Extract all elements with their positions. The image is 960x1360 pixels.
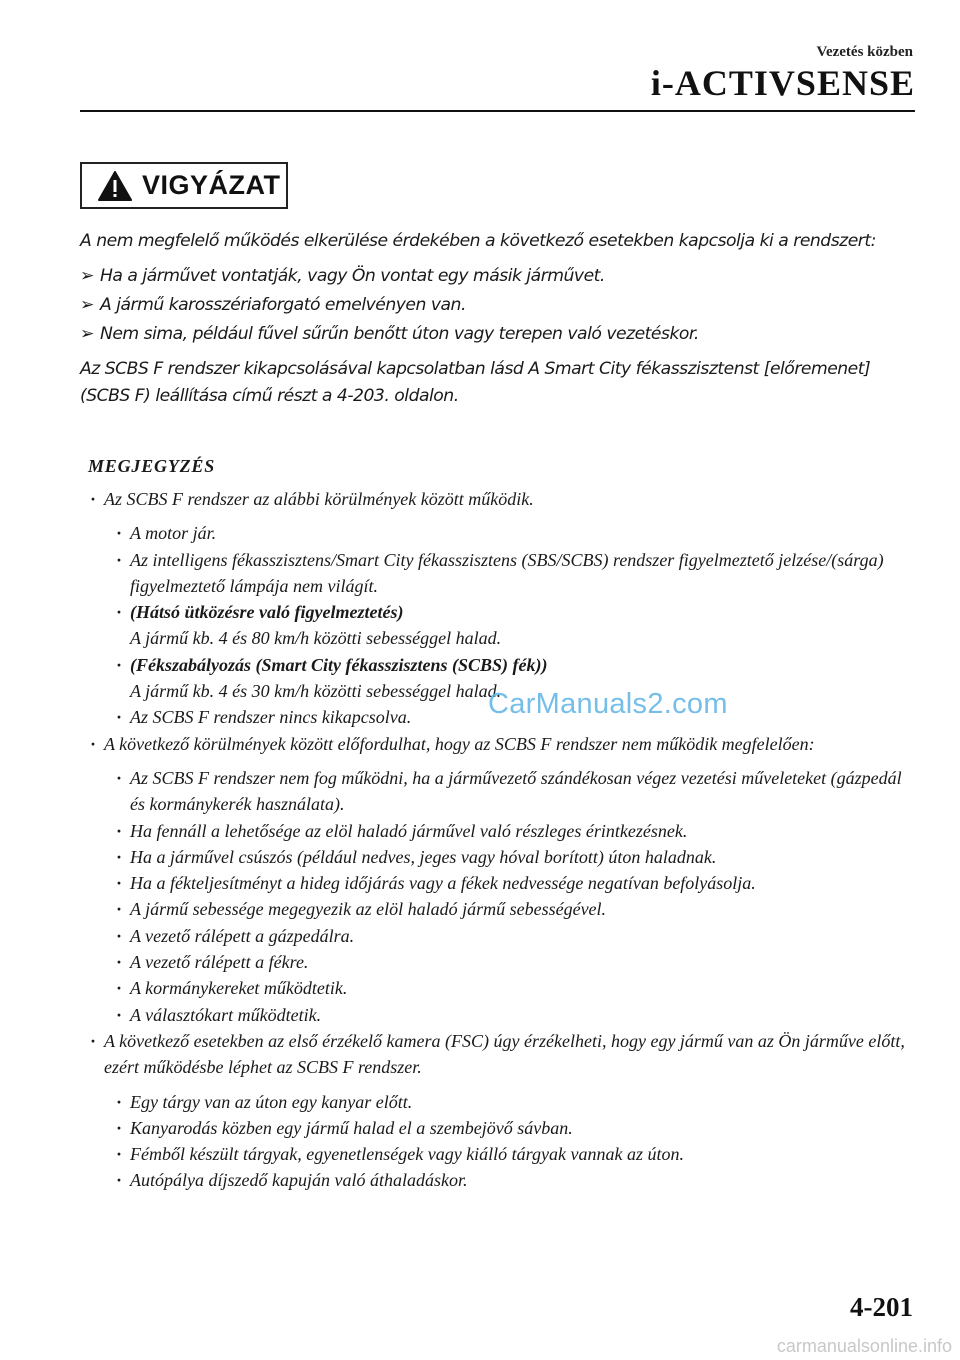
- note-subitem: · A vezető rálépett a gázpedálra.: [114, 923, 908, 949]
- note-subitem: · Autópálya díjszedő kapuján való áthaladáskor.: [114, 1167, 908, 1193]
- rear-collision-heading: · (Hátsó ütközésre való figyelmeztetés): [130, 602, 404, 623]
- note-subitem: · A kormánykereket működtetik.: [114, 975, 908, 1001]
- footer-watermark[interactable]: carmanualsonline.info: [776, 1336, 952, 1356]
- arrow-bullet-icon: ➢: [80, 324, 94, 344]
- note-subitem: · Az intelligens fékasszisztens/Smart City fékasszisztens (SBS/SCBS) rendszer figyelmeztető jelzése/(sárga) figyelmeztető lámpája nem világít.: [114, 547, 908, 600]
- warning-title: VIGYÁZAT: [142, 170, 281, 200]
- watermark-link[interactable]: CarManuals2.com: [488, 688, 728, 720]
- note-subitem: · A motor jár.: [114, 520, 908, 546]
- rear-collision-text: A jármű kb. 4 és 80 km/h közötti sebességgel halad.: [130, 628, 502, 649]
- warning-bullet: ➢ Ha a járművet vontatják, vagy Ön vontat egy másik járművet.: [80, 262, 900, 291]
- note-subitem: · Kanyarodás közben egy jármű halad el a szembejövő sávban.: [114, 1115, 908, 1141]
- header-divider: [80, 110, 915, 112]
- arrow-bullet-icon: ➢: [80, 295, 94, 315]
- warning-bullet-list: [80, 262, 900, 349]
- note-item: · Az SCBS F rendszer az alábbi körülmények között működik. · A motor jár. · Az intelligens fékasszisztens/Smart City fékasszisztens (SBS/SCBS) rendszer figyelmeztető jelzése/(sárga) figyelmeztető lámpája nem világít. · (Hátsó ütközésre való figyelmeztetés) A jármű kb. 4 és 80 km/h közötti sebességgel halad. · (Fékszabályozás (Smart City fékasszisztens (SCBS) fék)) A jármű kb. 4 és 30 km/h közötti sebességgel halad. · Az SCBS F rendszer nincs kikapcsolva.: [88, 486, 908, 731]
- warning-reference: Az SCBS F rendszer kikapcsolásával kapcsolatban lásd A Smart City fékasszisztenst [előremenet] (SCBS F) leállítása című részt a 4-203. oldalon.: [80, 359, 871, 406]
- warning-triangle-icon: [98, 171, 132, 201]
- warning-bullet: ➢ A jármű karosszériaforgató emelvényen van.: [80, 291, 900, 320]
- note-subitem: · Egy tárgy van az úton egy kanyar előtt.: [114, 1089, 908, 1115]
- warning-intro: A nem megfelelő működés elkerülése érdekében a következő esetekben kapcsolja ki a rendszert:: [80, 231, 876, 251]
- brake-control-text: A jármű kb. 4 és 30 km/h közötti sebességgel halad.: [130, 681, 502, 702]
- warning-body: [80, 228, 900, 410]
- note-subitem: · Az SCBS F rendszer nincs kikapcsolva.: [114, 704, 908, 730]
- note-subitem: [114, 599, 908, 652]
- warning-bullet: ➢ Nem sima, például fűvel sűrűn benőtt úton vagy terepen való vezetéskor.: [80, 320, 900, 349]
- page-number: 4-201: [850, 1292, 913, 1322]
- warning-box: [80, 162, 288, 209]
- brake-control-heading: · (Fékszabályozás (Smart City fékasszisztens (SCBS) fék)): [130, 654, 548, 675]
- note-subitem: · Ha fennáll a lehetősége az elöl haladó járművel való részleges érintkezésnek.: [114, 818, 908, 844]
- note-item: · A következő esetekben az első érzékelő kamera (FSC) úgy érzékelheti, hogy egy jármű van az Ön járműve előtt, ezért működésbe léphet az SCBS F rendszer. · Egy tárgy van az úton egy kanyar előtt. · Kanyarodás közben egy jármű halad el a szembejövő sávban. · Fémből készült tárgyak, egyenetlenségek vagy kiálló tárgyak vannak az úton. · Autópálya díjszedő kapuján való áthaladáskor.: [88, 1028, 908, 1194]
- note-body: [88, 486, 908, 1194]
- note-subitem: · Ha a fékteljesítményt a hideg időjárás vagy a fékek nedvessége negatívan befolyásolja.: [114, 870, 908, 896]
- note-subitem: · A választókart működtetik.: [114, 1002, 908, 1028]
- note-subitem: · A vezető rálépett a fékre.: [114, 949, 908, 975]
- section-subtitle: Vezetés közben: [816, 44, 913, 60]
- note-subitem: · Az SCBS F rendszer nem fog működni, ha a járművezető szándékosan végez vezetési műveleteket (gázpedál és kormánykerék használata).: [114, 765, 908, 818]
- note-subitem: · Fémből készült tárgyak, egyenetlenségek vagy kiálló tárgyak vannak az úton.: [114, 1141, 908, 1167]
- note-subitem: · Ha a járművel csúszós (például nedves, jeges vagy hóval borított) úton haladnak.: [114, 844, 908, 870]
- note-title: MEGJEGYZÉS: [88, 456, 216, 476]
- note-item: · A következő körülmények között előfordulhat, hogy az SCBS F rendszer nem működik megfelelően: · Az SCBS F rendszer nem fog működni, ha a járművezető szándékosan végez vezetési műveleteket (gázpedál és kormánykerék használata). · Ha fennáll a lehetősége az elöl haladó járművel való részleges érintkezésnek. · Ha a járművel csúszós (például nedves, jeges vagy hóval borított) úton haladnak. · Ha a fékteljesítményt a hideg időjárás vagy a fékek nedvessége negatívan befolyásolja. · A jármű sebessége megegyezik az elöl haladó jármű sebességével. · A vezető rálépett a gázpedálra. · A vezető rálépett a fékre. · A kormánykereket működtetik. · A választókart működtetik.: [88, 731, 908, 1028]
- note-subitem: · A jármű sebessége megegyezik az elöl haladó jármű sebességével.: [114, 896, 908, 922]
- section-title: i-ACTIVSENSE: [650, 63, 915, 103]
- arrow-bullet-icon: ➢: [80, 266, 94, 286]
